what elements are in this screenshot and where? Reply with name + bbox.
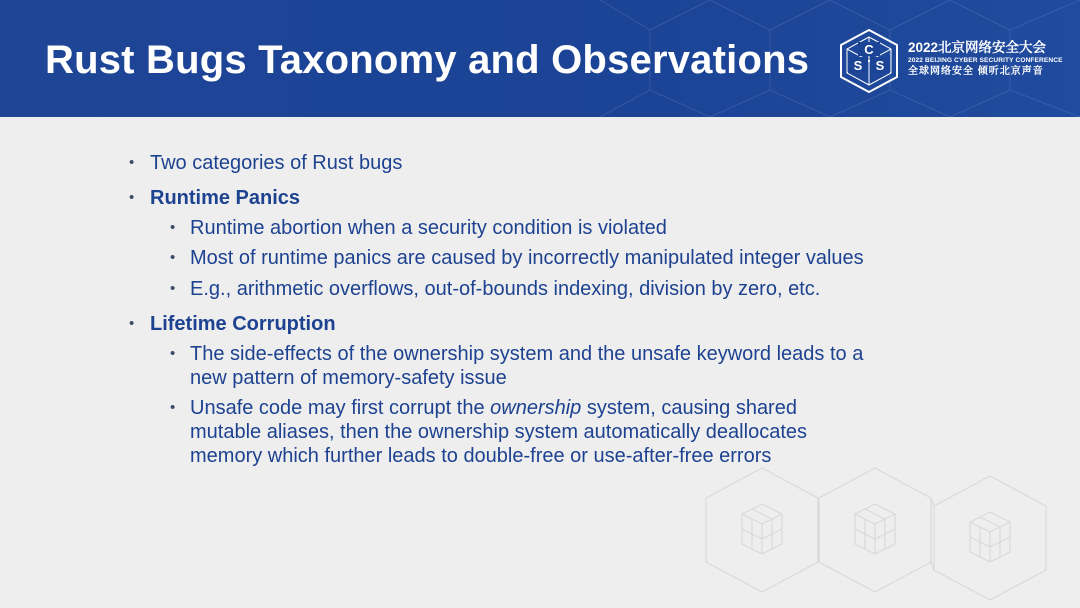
list-item <box>170 246 864 270</box>
svg-text:S: S <box>853 58 863 73</box>
svg-text:C: C <box>864 42 874 57</box>
bullet-glyph: • <box>170 399 176 416</box>
bullet-glyph: • <box>170 280 176 297</box>
list-item <box>129 312 336 336</box>
bullet-text: Most of runtime panics are caused by incorrectly manipulated integer values <box>190 247 864 269</box>
bullet-text-line: memory which further leads to double-free or use-after-free errors <box>190 445 772 467</box>
conference-name-cn: 2022北京网络安全大会 <box>908 40 1047 55</box>
list-item <box>129 151 403 175</box>
bullet-text: Runtime Panics <box>150 187 301 209</box>
list-item <box>129 186 301 210</box>
text-segment: system, causing shared <box>581 397 797 419</box>
list-item <box>170 342 864 390</box>
list-item <box>170 277 821 301</box>
bullet-glyph: • <box>129 315 135 332</box>
bullet-text-line: The side-effects of the ownership system and the unsafe keyword leads to a <box>190 343 864 365</box>
bullet-text-line: mutable aliases, then the ownership system automatically deallocates <box>190 421 807 443</box>
emphasis-ownership: ownership <box>490 397 582 419</box>
bullet-text: Lifetime Corruption <box>150 313 336 335</box>
bullet-glyph: • <box>170 249 176 266</box>
bullet-text: E.g., arithmetic overflows, out-of-bounds indexing, division by zero, etc. <box>190 278 821 300</box>
bullet-glyph: • <box>170 219 176 236</box>
conference-name-en: 2022 BEIJING CYBER SECURITY CONFERENCE <box>908 57 1063 64</box>
page-title: Rust Bugs Taxonomy and Observations <box>45 38 810 82</box>
conference-slogan: 全球网络安全 倾听北京声音 <box>908 66 1044 77</box>
list-item <box>170 396 807 468</box>
svg-text:S: S <box>875 58 885 73</box>
bullet-glyph: • <box>170 345 176 362</box>
bullet-text: Runtime abortion when a security condition is violated <box>190 217 667 239</box>
bullet-text: Two categories of Rust bugs <box>150 152 403 174</box>
bullet-glyph: • <box>129 154 135 171</box>
list-item <box>170 216 667 240</box>
text-segment: Unsafe code may first corrupt the <box>190 397 491 419</box>
bullet-text-line <box>190 396 807 420</box>
bullet-glyph: • <box>129 189 135 206</box>
bullet-text-line: new pattern of memory-safety issue <box>190 367 507 389</box>
